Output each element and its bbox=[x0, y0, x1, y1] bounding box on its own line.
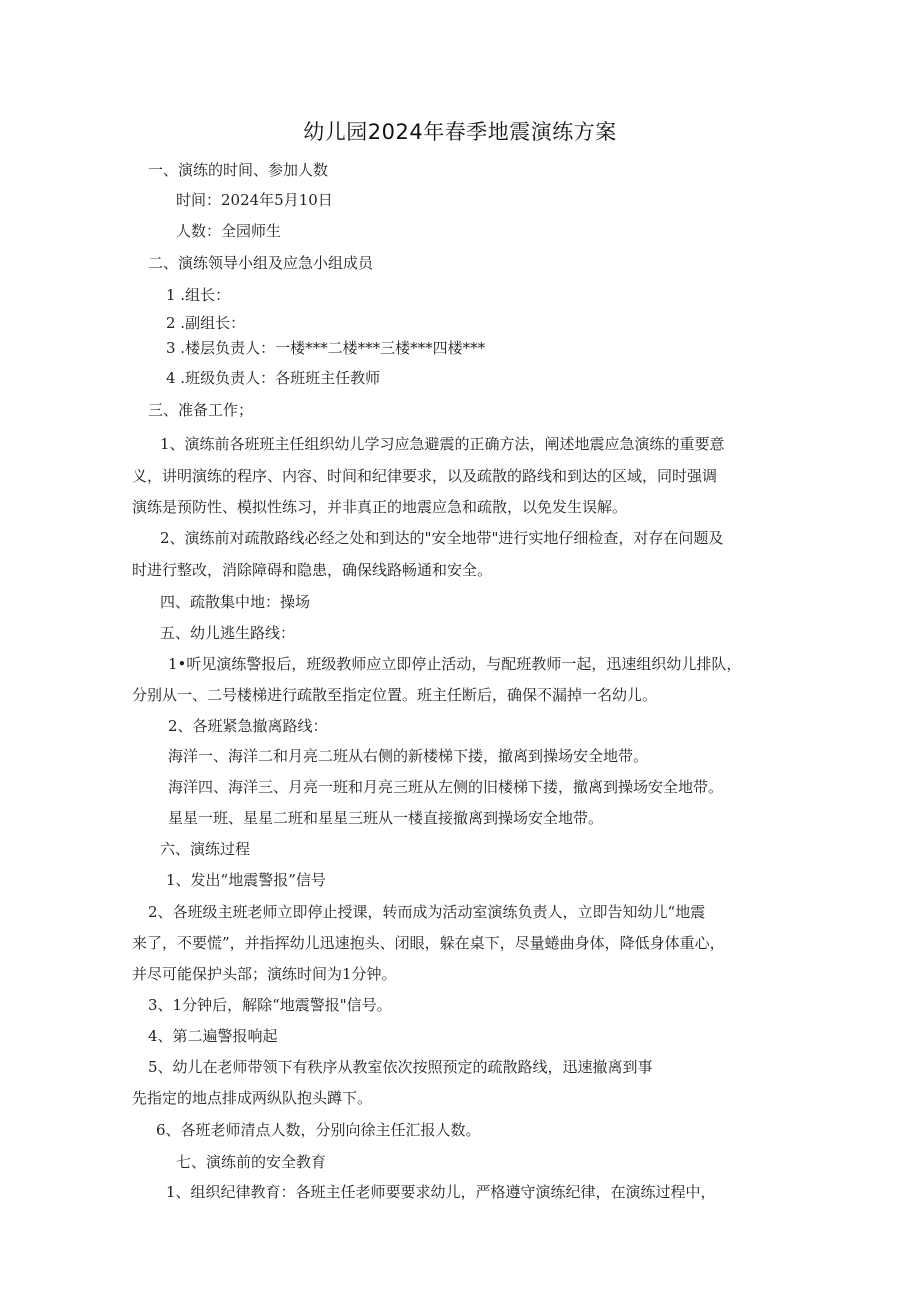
paragraph-line: 5、幼儿在老师带领下有秩序从教室依次按照预定的疏散路线，迅速撤离到事 bbox=[148, 1058, 653, 1076]
list-item-leader: 1 .组长： bbox=[166, 286, 231, 304]
participants: 人数：全园师生 bbox=[176, 222, 282, 240]
section-heading-1: 一、演练的时间、参加人数 bbox=[148, 161, 329, 179]
paragraph-line: 先指定的地点排成两纵队抱头蹲下。 bbox=[132, 1089, 373, 1107]
paragraph-line: 义，讲明演练的程序、内容、时间和纪律要求，以及疏散的路线和到达的区域，同时强调 bbox=[132, 467, 718, 485]
section-heading-7: 七、演练前的安全教育 bbox=[176, 1153, 327, 1171]
paragraph-line: 来了，不要慌”，并指挥幼儿迅速抱头、闭眼，躲在桌下，尽量蜷曲身体，降低身体重心， bbox=[132, 934, 725, 952]
document-title: 幼儿园2024年春季地震演练方案 bbox=[303, 120, 617, 144]
section-heading-5: 五、幼儿逃生路线： bbox=[160, 624, 296, 642]
paragraph-line: 4、第二遍警报响起 bbox=[148, 1027, 278, 1045]
paragraph-line: 1、发出“地震警报”信号 bbox=[166, 871, 326, 889]
paragraph-line: 2、演练前对疏散路线必经之处和到达的"安全地带"进行实地仔细检查，对存在问题及 bbox=[160, 529, 724, 547]
section-heading-2: 二、演练领导小组及应急小组成员 bbox=[148, 254, 374, 272]
paragraph-line: 分别从一、二号楼梯进行疏散至指定位置。班主任断后，确保不漏掉一名幼儿。 bbox=[132, 686, 658, 704]
section-heading-3: 三、准备工作； bbox=[148, 401, 254, 419]
route-line: 海洋一、海洋二和月亮二班从右侧的新楼梯下搂，撤离到操场安全地带。 bbox=[168, 747, 649, 765]
paragraph-line: 1、演练前各班班主任组织幼儿学习应急避震的正确方法，阐述地震应急演练的重要意 bbox=[160, 435, 725, 453]
drill-time: 时间：2024年5月10日 bbox=[176, 191, 333, 209]
paragraph-line: 并尽可能保护头部；演练时间为1分钟。 bbox=[132, 965, 397, 983]
list-item-class-leaders: 4 .班级负责人：各班班主任教师 bbox=[166, 369, 381, 387]
paragraph-line: 2、各班级主班老师立即停止授课，转而成为活动室演练负责人，立即告知幼儿“地震 bbox=[148, 903, 706, 921]
paragraph-line: 3、1分钟后，解除“地震警报"信号。 bbox=[148, 996, 392, 1014]
paragraph-line: 1•听见演练警报后，班级教师应立即停止活动，与配班教师一起，迅速组织幼儿排队， bbox=[168, 655, 742, 673]
route-line: 海洋四、海洋三、月亮一班和月亮三班从左侧的旧楼梯下搂，撤离到操场安全地带。 bbox=[168, 778, 724, 796]
paragraph-line: 6、各班老师清点人数，分别向徐主任汇报人数。 bbox=[156, 1121, 481, 1139]
section-heading-6: 六、演练过程 bbox=[160, 840, 251, 858]
paragraph-line: 时进行整改，消除障碍和隐患，确保线路畅通和安全。 bbox=[132, 561, 493, 579]
section-heading-4: 四、疏散集中地：操场 bbox=[160, 593, 311, 611]
list-item-deputy-leader: 2 .副组长： bbox=[166, 314, 246, 332]
paragraph-line: 2、各班紧急撤离路线： bbox=[168, 717, 328, 735]
paragraph-line: 1、组织纪律教育：各班主任老师要要求幼儿，严格遵守演练纪律，在演练过程中， bbox=[166, 1183, 716, 1201]
list-item-floor-leaders: 3 .楼层负责人：一楼***二楼***三楼***四楼*** bbox=[166, 339, 486, 357]
route-line: 星星一班、星星二班和星星三班从一楼直接撤离到操场安全地带。 bbox=[168, 809, 604, 827]
paragraph-line: 演练是预防性、模拟性练习，并非真正的地震应急和疏散，以免发生误解。 bbox=[132, 498, 628, 516]
